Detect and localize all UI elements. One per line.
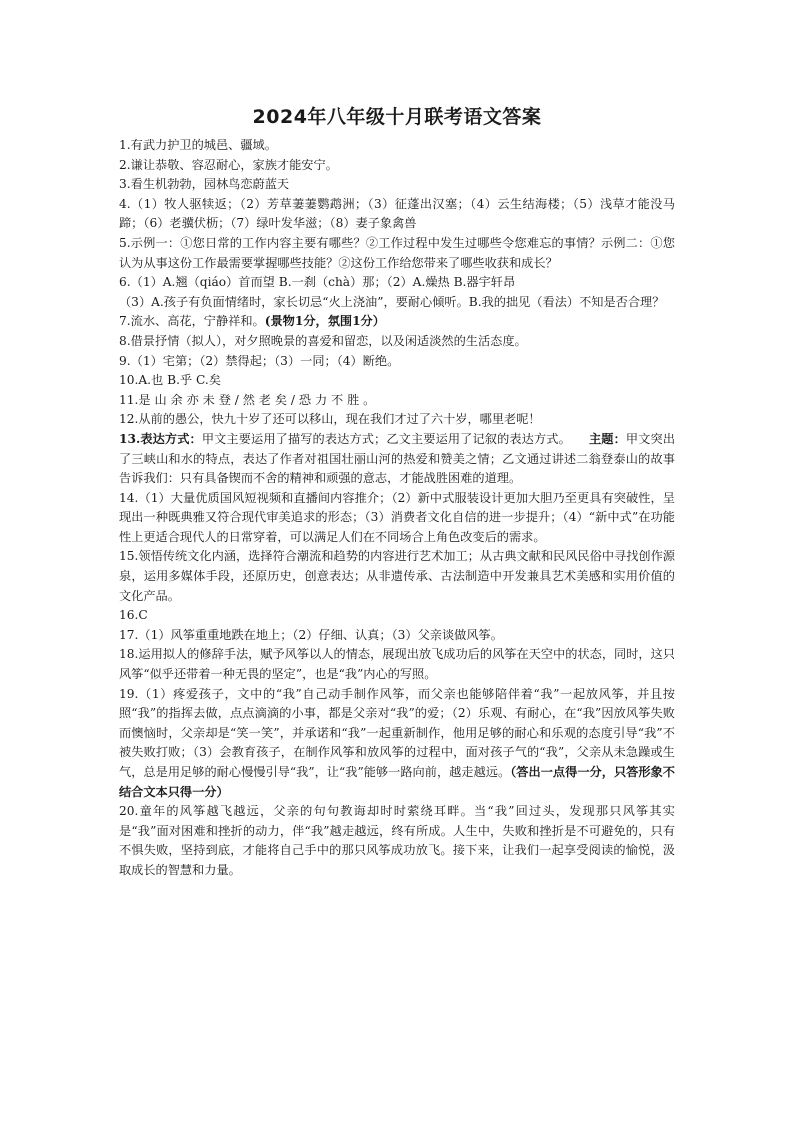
answer-13-expression: 甲文主要运用了描写的表达方式；乙文主要运用了记叙的表达方式。	[201, 431, 571, 446]
answer-20: 20.童年的风筝越飞越远，父亲的句句教诲却时时萦绕耳畔。当“我”回过头，发现那只风筝其实是“我”面对困难和挫折的动力，伴“我”越走越远，终有所成。人生中，失败和挫折是不可避免的，只有不惧失败，坚持到底，才能将自己手中的那只风筝成功放飞。接下来，让我们一起享受阅读的愉悦，汲取成长的智慧和力量。	[119, 804, 675, 877]
answer-7-text: 7.流水、高花，宁静祥和。	[119, 314, 265, 329]
answer-14: 14.（1）大量优质国风短视频和直播间内容推介；（2）新中式服装设计更加大胆乃至更具有突破性，呈现出一种既典雅又符合现代审美追求的形态；（3）消费者文化自信的进一步提升；（4）“新中式”在功能性上更适合现代人的日常穿着，可以满足人们在不同场合上角色改变后的需求。	[119, 490, 675, 544]
page-title: 2024年八年级十月联考语文答案	[252, 106, 542, 128]
answer-18: 18.运用拟人的修辞手法，赋予风筝以人的情态，展现出放飞成功后的风筝在天空中的状态，同时，这只风筝“似乎还带着一种无畏的坚定”，也是“我”内心的写照。	[119, 647, 675, 682]
answer-17: 17.（1）风筝重重地跌在地上；（2）仔细、认真；（3）父亲谈做风筝。	[119, 627, 503, 642]
answer-6-part1: 6.（1）A.翘（qiáo）首而望 B.一刹（chà）那；（2）A.燥热 B.器宇轩昂	[119, 275, 516, 290]
answer-sheet	[119, 104, 675, 881]
answer-12: 12.从前的愚公，快九十岁了还可以移山，现在我们才过了六十岁，哪里老呢！	[119, 412, 541, 427]
answer-10: 10.A.也 B.乎 C.矣	[119, 373, 221, 388]
answer-9: 9.（1）宅第；（2）禁得起；（3）一同；（4）断绝。	[119, 353, 400, 368]
answer-13-theme-label: 主题：	[588, 431, 626, 446]
answer-4: 4.（1）牧人驱犊返；（2）芳草萋萋鹦鹉洲；（3）征蓬出汉塞；（4）云生结海楼；（5）浅草才能没马蹄；（6）老骥伏枥；（7）绿叶发华滋；（8）妻子象禽兽	[119, 196, 675, 231]
answer-7	[119, 312, 675, 332]
answer-11: 11.是 山 余 亦 未 登 / 然 老 矣 / 恐 力 不 胜 。	[119, 392, 376, 407]
answer-1: 1.有武力护卫的城邑、疆域。	[119, 138, 277, 152]
answer-15: 15.领悟传统文化内涵，选择符合潮流和趋势的内容进行艺术加工；从古典文献和民风民俗中寻找创作源泉，运用多媒体手段，还原历史，创意表达；从非遗传承、古法制造中开发兼具艺术美感和实用价值的文化产品。	[119, 549, 675, 603]
answer-19-text: 19.（1）疼爱孩子，文中的“我”自己动手制作风筝，而父亲也能够陪伴着“我”一起放风筝，并且按照“我”的指挥去做，点点滴滴的小事，都是父亲对“我”的爱；（2）乐观、有耐心，在“我”因放风筝失败而懊恼时，父亲却是“笑一笑”，并承诺和“我”一起重新制作，他用足够的耐心和乐观的态度引导“我”不被失败打败；（3）会教育孩子，在制作风筝和放风筝的过程中，面对孩子气的“我”，父亲从未急躁或生气，总是用足够的耐心慢慢引导“我”，让“我”能够一路向前，越走越远。	[119, 686, 675, 779]
answer-3: 3.看生机勃勃，园林鸟恋蔚蓝天	[119, 177, 290, 192]
answer-7-scoring: (景物1分，氛围1分）	[264, 314, 385, 329]
answer-13-theme: 甲文突出了三峡山和水的特点，表达了作者对祖国壮丽山河的热爱和赞美之情；乙文通过讲述二翁登泰山的故事告诉我们：只有具备锲而不舍的精神和顽强的意志，才能战胜困难的道理。	[119, 431, 676, 486]
answer-5: 5.示例一：①您日常的工作内容主要有哪些？②工作过程中发生过哪些令您难忘的事情？示例二：①您认为从事这份工作最需要掌握哪些技能？②这份工作给您带来了哪些收获和成长？	[119, 235, 675, 270]
answer-19	[119, 685, 675, 803]
answer-19-scoring: （答出一点得一分，只答形象不结合文本只得一分）	[119, 765, 675, 799]
answer-13-label: 13.表达方式：	[119, 431, 202, 446]
answer-2: 2.谦让恭敬、容忍耐心，家族才能安宁。	[119, 157, 338, 172]
answer-6-part2: （3）A.孩子有负面情绪时，家长切忌“火上浇油”，要耐心倾听。B.我的拙见（看法）不知是否合理？	[119, 294, 665, 309]
answer-13	[119, 430, 675, 489]
answer-16: 16.C	[119, 608, 148, 623]
answer-8: 8.借景抒情（拟人），对夕照晚景的喜爱和留恋，以及闲适淡然的生活态度。	[119, 333, 527, 348]
